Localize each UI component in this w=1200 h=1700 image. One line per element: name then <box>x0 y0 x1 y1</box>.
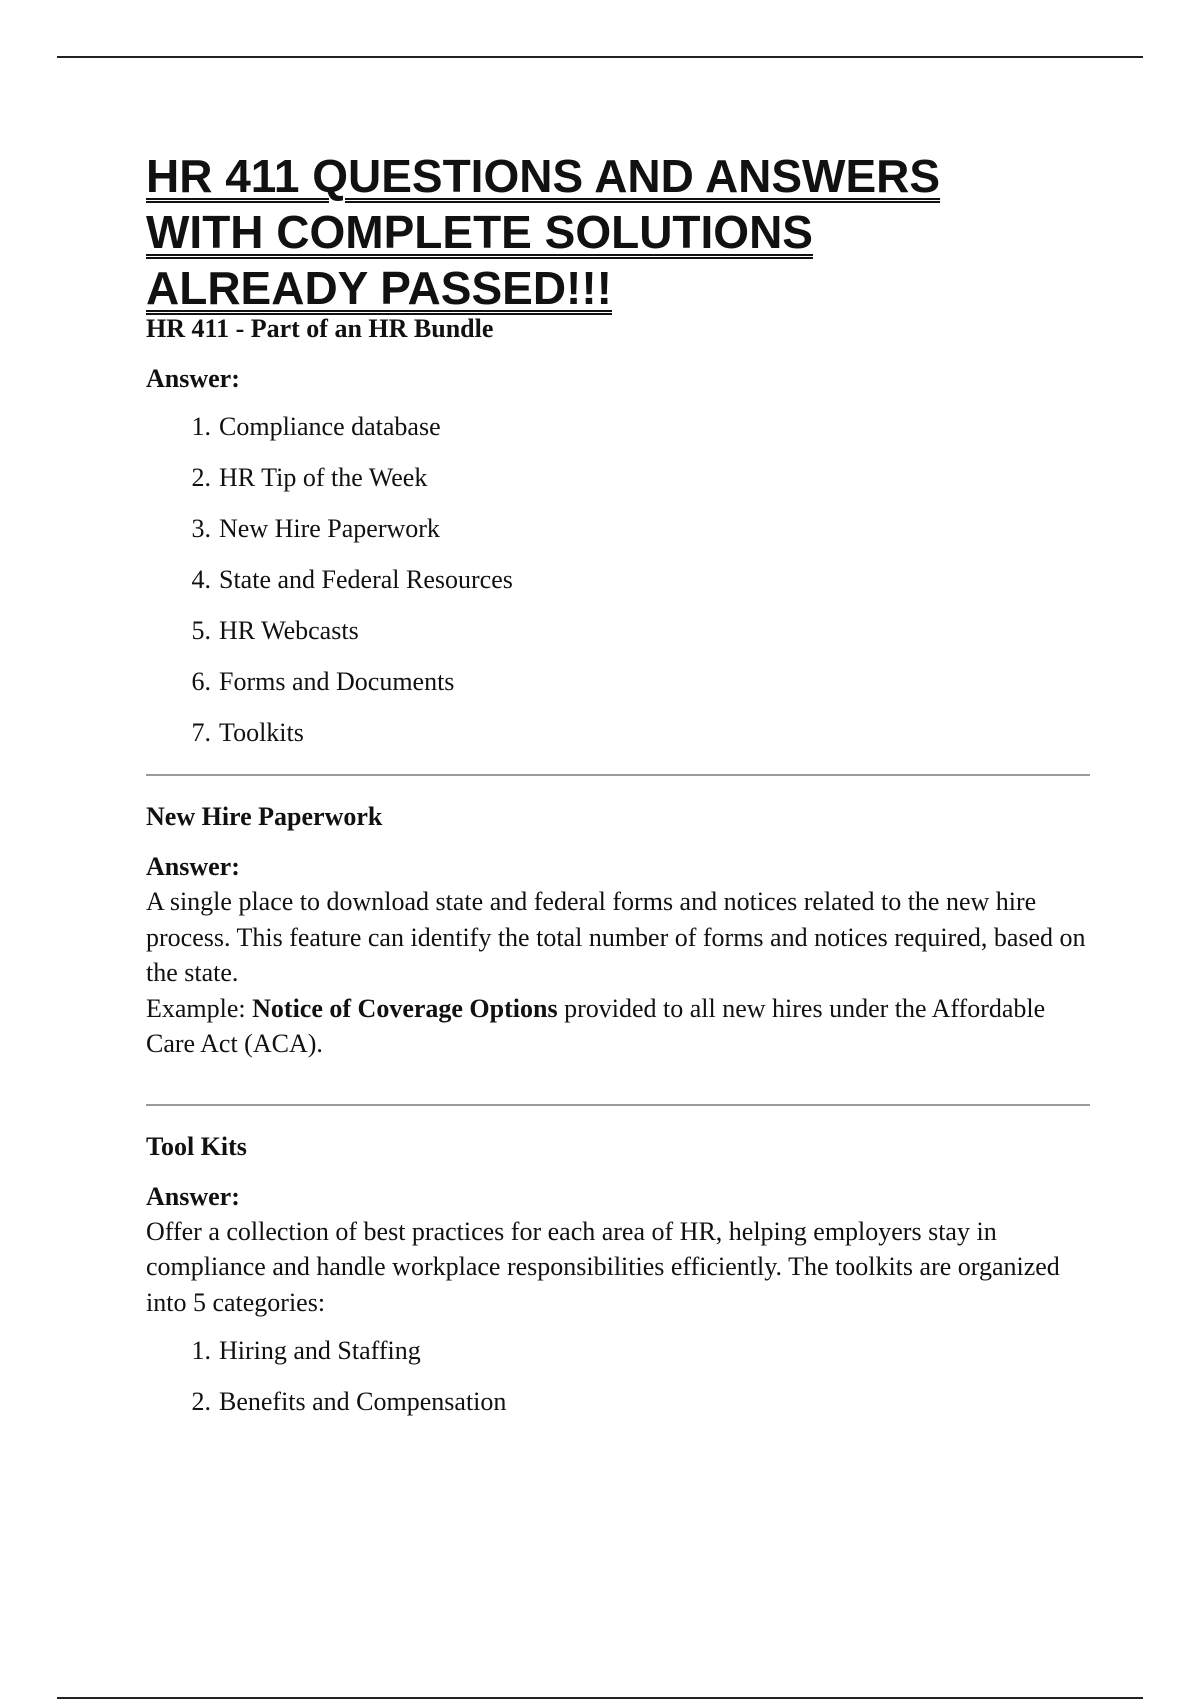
section-heading-tool-kits: Tool Kits <box>146 1131 247 1161</box>
document-title: HR 411 QUESTIONS AND ANSWERS WITH COMPLETE SOLUTIONS ALREADY PASSED!!! <box>146 150 941 314</box>
list-item-text: HR Tip of the Week <box>219 463 428 492</box>
list-item <box>146 1385 1096 1419</box>
page-top-rule <box>57 56 1143 58</box>
list-item-text: Forms and Documents <box>219 667 455 696</box>
list-item-text: State and Federal Resources <box>219 565 513 594</box>
bundle-list <box>146 410 1096 750</box>
list-item-number: 4. <box>191 565 211 594</box>
list-item <box>146 1334 1096 1368</box>
new-hire-paragraph: A single place to download state and federal forms and notices related to the new hire process. This feature can identify the total number of forms and notices required, based on the state. <box>146 887 1086 987</box>
tool-kits-paragraph: Offer a collection of best practices for each area of HR, helping employers stay in compliance and handle workplace responsibilities efficiently. The toolkits are organized into 5 categories: <box>146 1216 1060 1317</box>
new-hire-example <box>146 991 1090 1062</box>
list-item-number: 1. <box>191 412 211 441</box>
section-divider <box>146 774 1090 776</box>
list-item <box>146 563 1096 597</box>
answer-label: Answer: <box>146 1181 240 1211</box>
list-item-number: 6. <box>191 667 211 696</box>
list-item <box>146 410 1096 444</box>
toolkit-category-list <box>146 1334 1096 1419</box>
answer-label: Answer: <box>146 364 240 393</box>
list-item <box>146 614 1096 648</box>
list-item-text: Toolkits <box>219 718 304 747</box>
list-item-number: 3. <box>191 514 211 543</box>
example-bold-term: Notice of Coverage Options <box>252 993 558 1023</box>
section-heading-new-hire: New Hire Paperwork <box>146 802 383 831</box>
example-prefix: Example: <box>146 993 253 1023</box>
list-item <box>146 512 1096 546</box>
example-suffix: provided to all new hires under the Affordable Care Act (ACA). <box>146 993 1046 1058</box>
list-item <box>146 665 1096 699</box>
document-body <box>146 148 1096 1436</box>
list-item-number: 5. <box>191 616 211 645</box>
answer-label: Answer: <box>146 852 240 881</box>
list-item-text: Hiring and Staffing <box>219 1336 421 1365</box>
list-item-text: Benefits and Compensation <box>219 1387 507 1416</box>
list-item-number: 7. <box>191 718 211 747</box>
list-item-text: HR Webcasts <box>219 616 359 645</box>
page-bottom-rule <box>57 1697 1143 1699</box>
list-item-text: New Hire Paperwork <box>219 514 440 543</box>
list-item <box>146 716 1096 750</box>
list-item-number: 2. <box>191 463 211 492</box>
section-divider <box>146 1104 1090 1106</box>
list-item-number: 2. <box>191 1387 211 1416</box>
list-item <box>146 461 1096 495</box>
list-item-text: Compliance database <box>219 412 441 441</box>
document-subtitle: HR 411 - Part of an HR Bundle <box>146 314 494 343</box>
list-item-number: 1. <box>191 1336 211 1365</box>
